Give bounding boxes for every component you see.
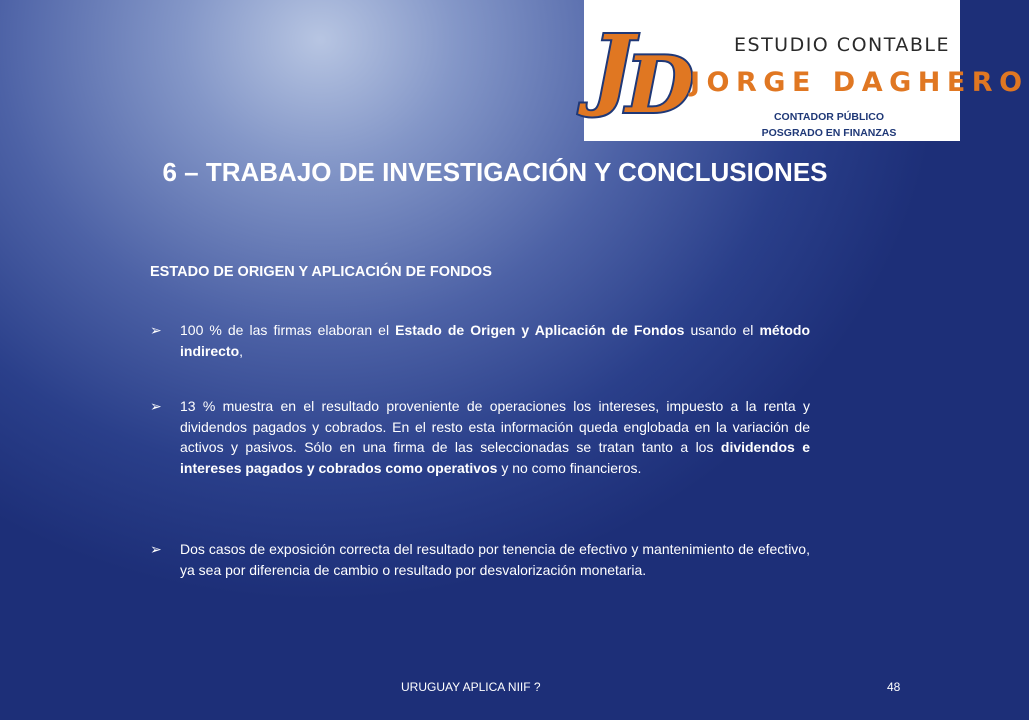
logo-name-text: JORGE DAGHERO [690,67,1029,98]
bold-text-run: dividendos e intereses pagados y cobrados como operativos [180,439,810,476]
section-heading: ESTADO DE ORIGEN Y APLICACIÓN DE FONDOS [150,264,492,280]
text-run: Dos casos de exposición correcta del resultado por tenencia de efectivo y mantenimiento de efectivo, ya sea por diferencia de cambio o resultado por desvalorización monetaria. [180,541,810,578]
text-run: usando el [684,322,760,338]
bullet-item [150,320,810,361]
bold-text-run: Estado de Origen y Aplicación de Fondos [395,322,685,338]
page-number: 48 [887,680,901,694]
bullet-text [180,539,810,580]
company-logo [584,0,1029,141]
bullet-item [150,539,810,580]
svg-text:D: D [626,40,694,131]
arrow-bullet-icon: ➢ [150,398,162,414]
logo-degree-text: POSGRADO EN FINANZAS [761,127,897,139]
bullet-item [150,396,810,478]
text-run: y no como financieros. [497,459,642,476]
logo-title-text: CONTADOR PÚBLICO [773,111,885,123]
bullet-text [180,320,810,361]
bullet-text [180,396,810,478]
arrow-bullet-icon: ➢ [150,541,162,557]
slide-footer: URUGUAY APLICA NIIF ? [401,680,541,694]
slide-title: 6 – TRABAJO DE INVESTIGACIÓN Y CONCLUSIONES [162,157,828,187]
text-run: 13 % muestra en el resultado proveniente de operaciones los intereses, impuesto a la renta y dividendos pagados y cobrados. En el resto esta información queda englobada en la variación de activos y pasivos. Sólo en una firma de las seleccionadas se tratan tanto a los [180,398,810,455]
text-run: 100 % de las firmas elaboran el [180,322,396,338]
arrow-bullet-icon: ➢ [150,322,162,338]
logo-studio-text: ESTUDIO CONTABLE [734,34,950,56]
text-run: , [239,342,244,359]
svg-text:J: J [592,15,634,119]
bold-text-run: método indirecto [180,322,810,359]
